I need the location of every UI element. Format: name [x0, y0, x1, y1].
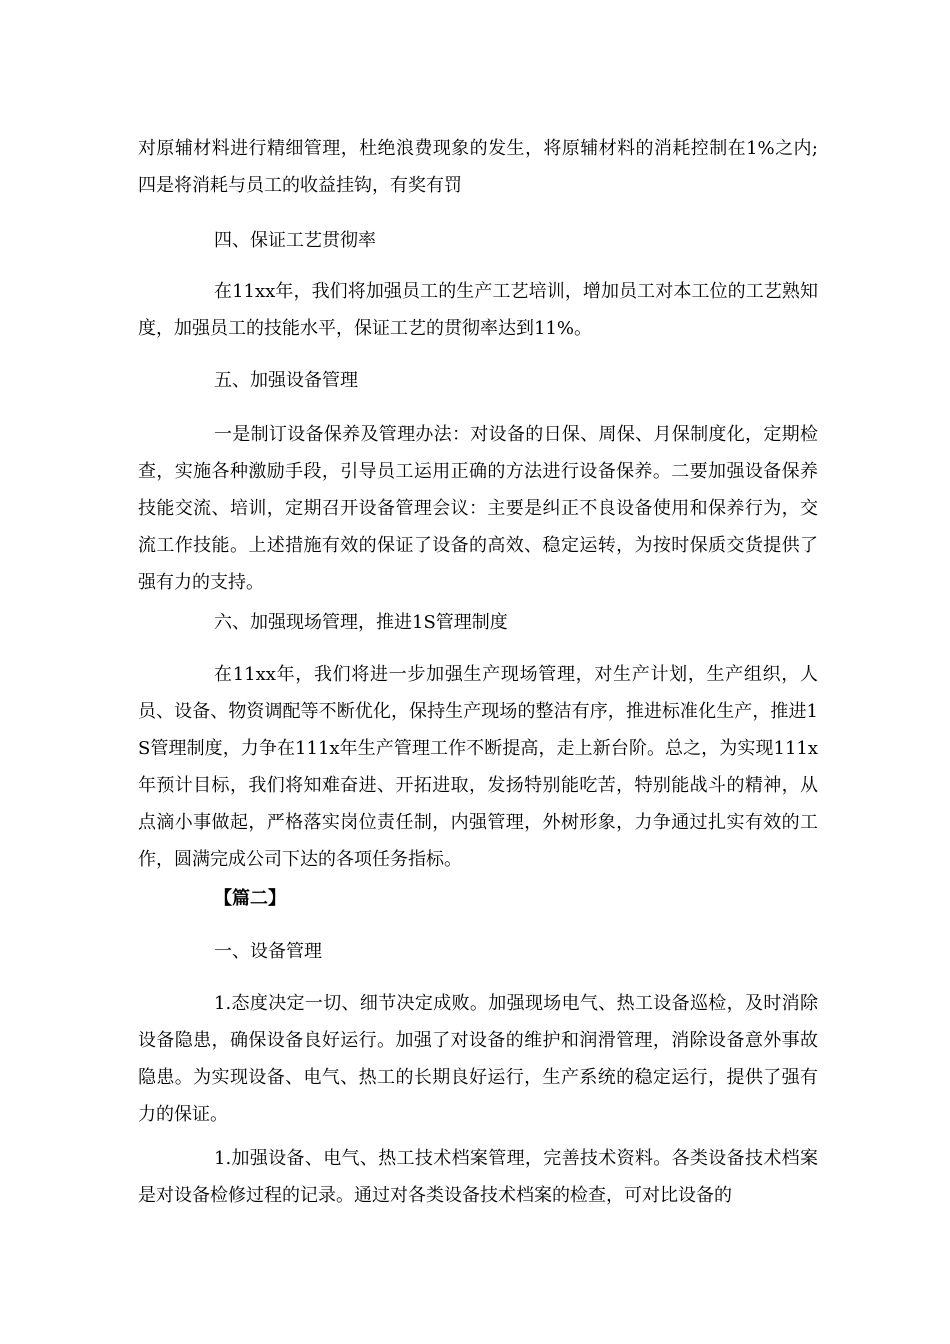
paragraph-equipment-maintenance: 一是制订设备保养及管理办法：对设备的日保、周保、月保制度化，定期检查，实施各种激励手段，引导员工运用正确的方法进行设备保养。二要加强设备保养技能交流、培训，定期召开设备管理会议：主要是纠正不良设备使用和保养行为，交流工作技能。上述措施有效的保证了设备的高效、稳定运转，为按时保质交货提供了强有力的支持。	[138, 424, 818, 593]
heading-section-6: 六、加强现场管理，推进1S管理制度	[214, 612, 508, 633]
heading-equipment-management: 一、设备管理	[214, 941, 322, 962]
paragraph-technical-archives: 1.加强设备、电气、热工技术档案管理，完善技术资料。各类设备技术档案是对设备检修过程的记录。通过对各类设备技术档案的检查，可对比设备的	[138, 1148, 818, 1206]
heading-section-5: 五、加强设备管理	[214, 370, 358, 391]
heading-section-4: 四、保证工艺贯彻率	[214, 230, 376, 251]
paragraph-attitude-details: 1.态度决定一切、细节决定成败。加强现场电气、热工设备巡检，及时消除设备隐患，确保设备良好运行。加强了对设备的维护和润滑管理，消除设备意外事故隐患。为实现设备、电气、热工的长期良好运行，生产系统的稳定运行，提供了强有力的保证。	[138, 993, 818, 1125]
paragraph-process-training: 在11xx年，我们将加强员工的生产工艺培训，增加员工对本工位的工艺熟知度，加强员工的技能水平，保证工艺的贯彻率达到11%。	[138, 281, 818, 339]
paragraph-site-management: 在11xx年，我们将进一步加强生产现场管理，对生产计划，生产组织，人员、设备、物资调配等不断优化，保持生产现场的整洁有序，推进标准化生产，推进1S管理制度，力争在111x年生产管理工作不断提高，走上新台阶。总之，为实现111x年预计目标，我们将知难奋进、开拓进取，发扬特别能吃苦，特别能战斗的精神，从点滴小事做起，严格落实岗位责任制，内强管理，外树形象，力争通过扎实有效的工作，圆满完成公司下达的各项任务指标。	[138, 664, 818, 870]
paragraph-material-control: 对原辅材料进行精细管理，杜绝浪费现象的发生，将原辅材料的消耗控制在1%之内;四是将消耗与员工的收益挂钩，有奖有罚	[138, 138, 818, 196]
heading-part-two: 【篇二】	[214, 888, 286, 909]
